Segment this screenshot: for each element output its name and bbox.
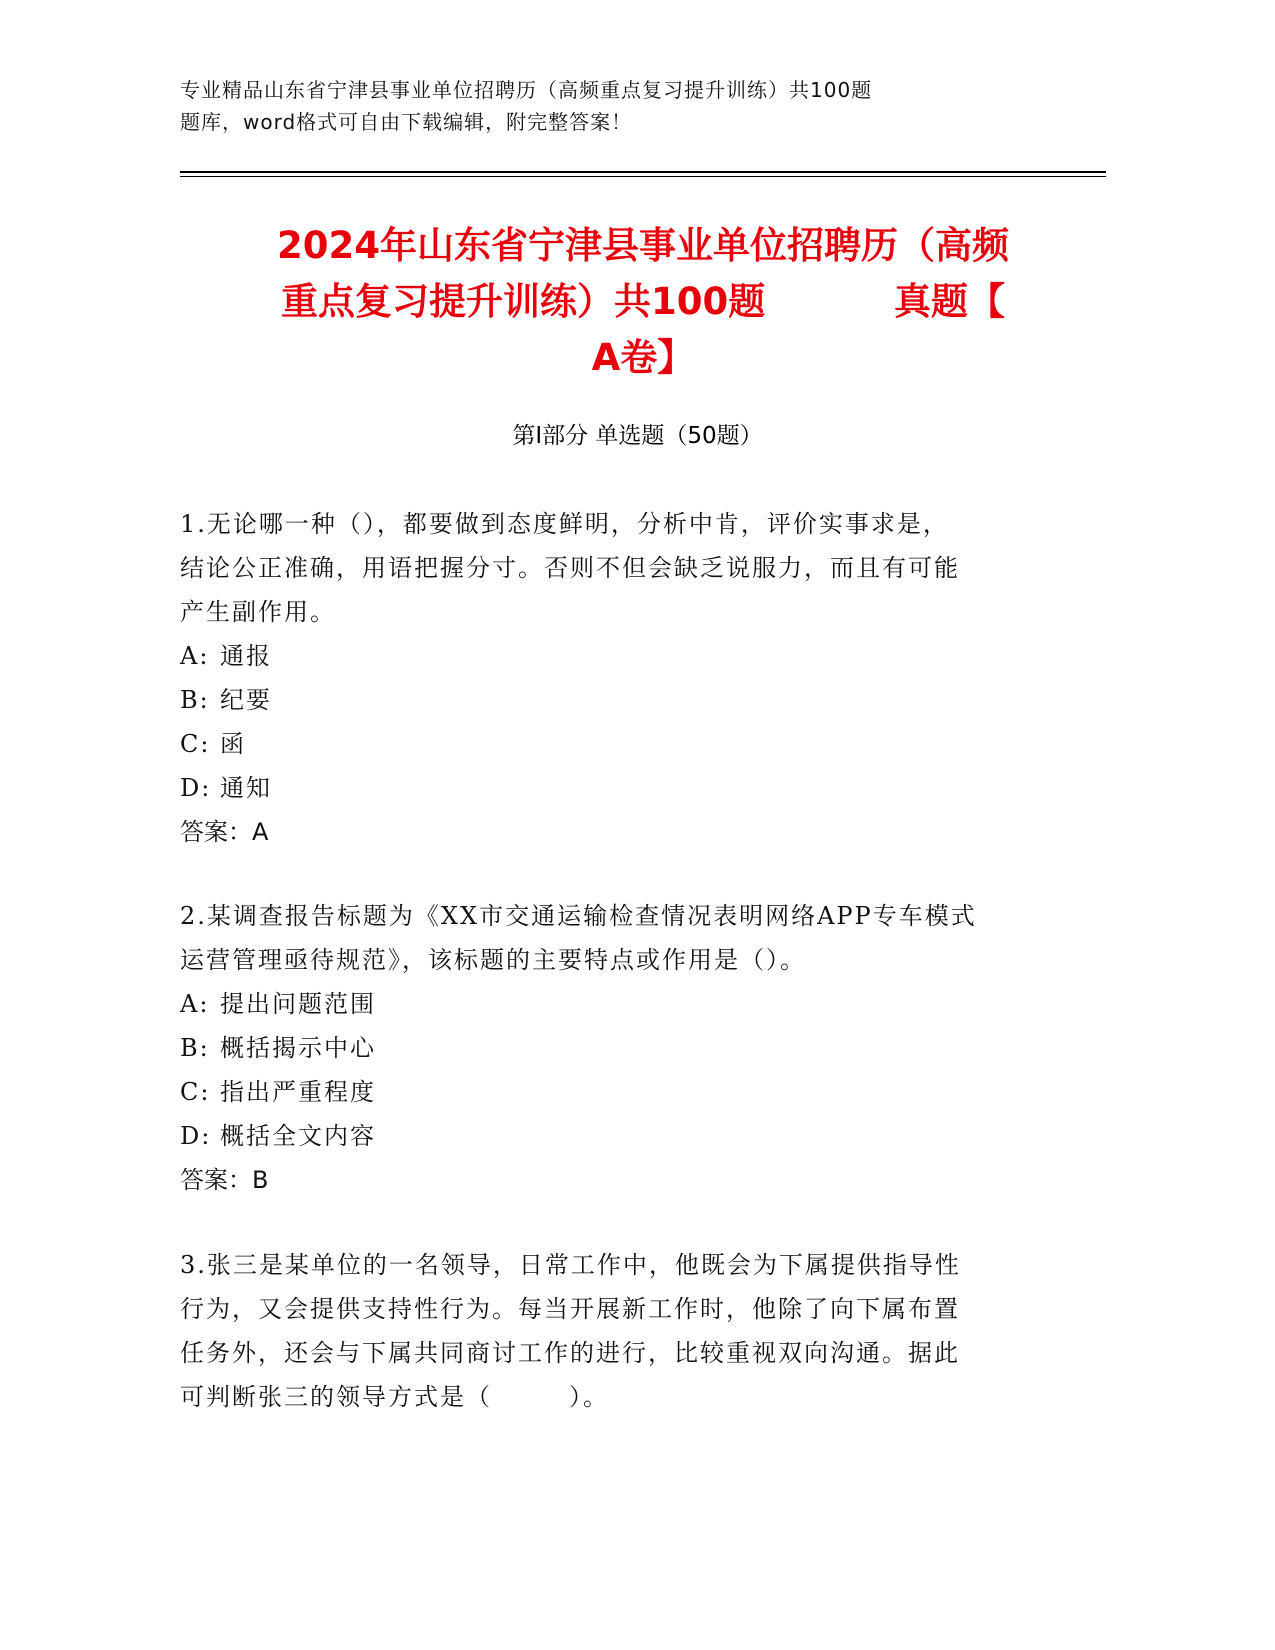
stem-line: 2.某调查报告标题为《XX市交通运输检查情况表明网络APP专车模式 <box>180 902 977 930</box>
stem-line: 1.无论哪一种（），都要做到态度鲜明，分析中肯，评价实事求是， <box>180 510 949 538</box>
option-b <box>180 678 1060 722</box>
stem-line: 行为，又会提供支持性行为。每当开展新工作时，他除了向下属布置 <box>180 1295 960 1323</box>
question-stem <box>180 1243 1060 1419</box>
option-text: 函 <box>220 730 246 758</box>
header-note <box>180 74 1060 138</box>
header-rule-thin <box>180 176 1106 177</box>
option-a <box>180 634 1060 678</box>
stem-line: 任务外，还会与下属共同商讨工作的进行，比较重视双向沟通。据此 <box>180 1339 960 1367</box>
header-rule-thick <box>180 171 1106 173</box>
option-c <box>180 1070 1060 1114</box>
option-letter: B: <box>180 1034 210 1062</box>
question-1 <box>180 502 1060 854</box>
stem-line: 3.张三是某单位的一名领导，日常工作中，他既会为下属提供指导性 <box>180 1251 961 1279</box>
header-note-line-1: 专业精品山东省宁津县事业单位招聘历（高频重点复习提升训练）共100题 <box>180 78 873 102</box>
option-d <box>180 1114 1060 1158</box>
answer: 答案：B <box>180 1166 269 1194</box>
question-3 <box>180 1243 1060 1419</box>
option-d <box>180 766 1060 810</box>
option-letter: A: <box>180 990 210 1018</box>
option-letter: C: <box>180 1078 211 1106</box>
title-line-3: A卷】 <box>591 336 695 379</box>
option-letter: C: <box>180 730 211 758</box>
option-a <box>180 982 1060 1026</box>
option-c <box>180 722 1060 766</box>
option-text: 概括全文内容 <box>220 1122 376 1150</box>
option-text: 通知 <box>220 774 272 802</box>
option-text: 通报 <box>220 642 272 670</box>
answer: 答案：A <box>180 818 269 846</box>
option-letter: A: <box>180 642 210 670</box>
option-text: 提出问题范围 <box>220 990 376 1018</box>
option-b <box>180 1026 1060 1070</box>
option-text: 指出严重程度 <box>220 1078 376 1106</box>
stem-line: 可判断张三的领导方式是（ ）。 <box>180 1383 610 1411</box>
option-letter: D: <box>180 1122 212 1150</box>
stem-line: 运营管理亟待规范》，该标题的主要特点或作用是（）。 <box>180 946 806 974</box>
question-stem <box>180 894 1060 982</box>
stem-line: 结论公正准确，用语把握分寸。否则不但会缺乏说服力，而且有可能 <box>180 554 960 582</box>
option-text: 概括揭示中心 <box>220 1034 376 1062</box>
stem-line: 产生副作用。 <box>180 598 336 626</box>
header-note-line-2: 题库，word格式可自由下载编辑，附完整答案！ <box>180 110 633 134</box>
option-text: 纪要 <box>220 686 272 714</box>
question-2 <box>180 894 1060 1202</box>
title-line-2: 重点复习提升训练）共100题 真题【 <box>280 280 1006 323</box>
option-letter: D: <box>180 774 212 802</box>
title-line-1: 2024年山东省宁津县事业单位招聘历（高频 <box>277 224 1009 267</box>
document-title <box>150 218 1136 386</box>
option-letter: B: <box>180 686 210 714</box>
question-stem <box>180 502 1060 634</box>
section-title: 第Ⅰ部分 单选题（50题） <box>512 423 763 449</box>
